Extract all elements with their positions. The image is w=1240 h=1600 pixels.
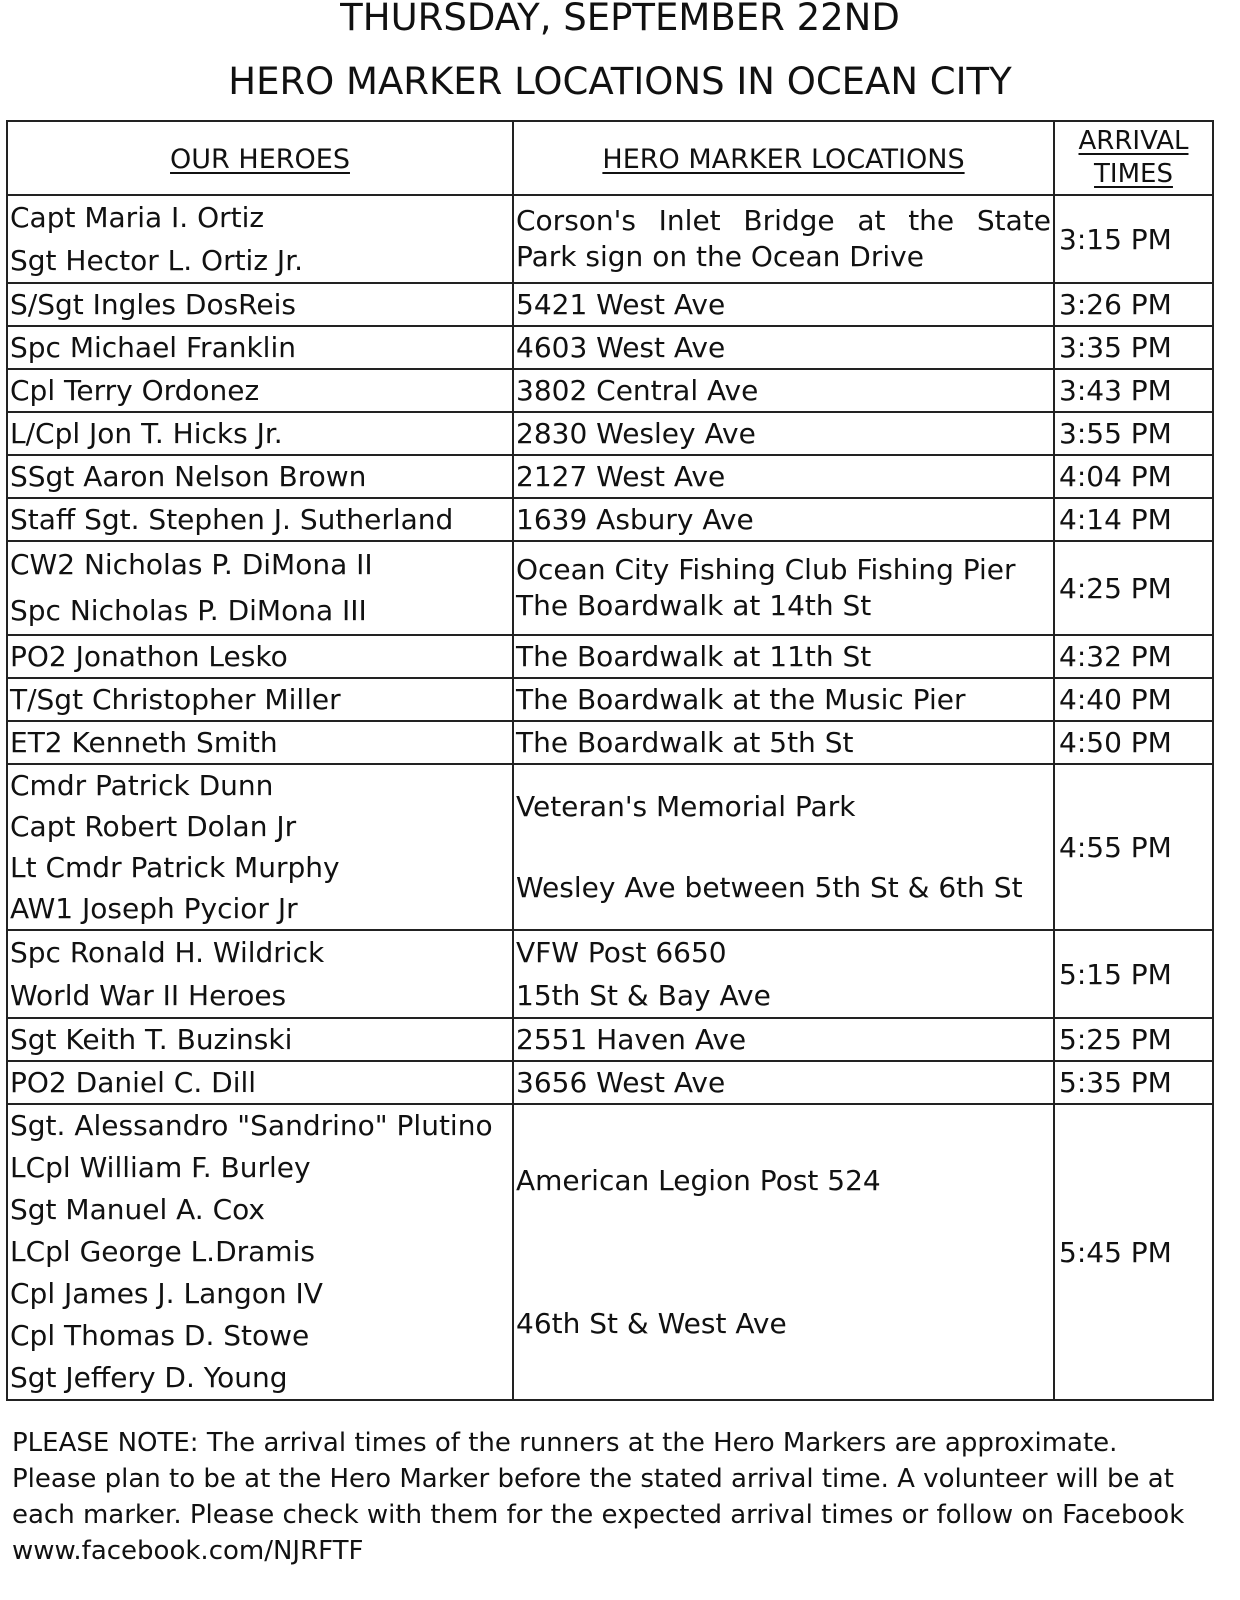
schedule-row [7,721,1213,764]
location-cell [513,326,1054,369]
arrival-time: 4:50 PM [1054,721,1213,764]
heroes-cell [7,369,513,412]
arrival-time: 5:15 PM [1054,930,1213,1018]
hero-name: Spc Michael Franklin [10,331,296,364]
header-locations: HERO MARKER LOCATIONS [513,121,1054,195]
location-text: 2127 West Ave [516,460,726,493]
location-text: Wesley Ave between 5th St & 6th St [516,871,1023,904]
heroes-cell [7,764,513,930]
header-row [7,121,1213,195]
note-line: each marker. Please check with them for the expected arrival times or follow on Facebook [12,1500,1185,1530]
location-text: 46th St & West Ave [516,1307,787,1340]
title-heading: HERO MARKER LOCATIONS IN OCEAN CITY [228,60,1012,103]
hero-name: Cmdr Patrick Dunn [10,769,274,802]
schedule-row [7,498,1213,541]
location-cell [513,764,1054,930]
hero-name: World War II Heroes [10,979,287,1012]
arrival-time: 3:15 PM [1054,195,1213,283]
hero-name: Spc Ronald H. Wildrick [10,936,325,969]
location-text: American Legion Post 524 [516,1164,881,1197]
arrival-time: 4:40 PM [1054,678,1213,721]
hero-name: Capt Robert Dolan Jr [10,810,297,843]
heroes-cell [7,721,513,764]
location-cell [513,412,1054,455]
arrival-time: 3:26 PM [1054,283,1213,326]
schedule-row [7,455,1213,498]
heroes-cell [7,412,513,455]
arrival-time: 4:32 PM [1054,635,1213,678]
schedule-row [7,1104,1213,1400]
schedule-row [7,635,1213,678]
header-heroes: OUR HEROES [7,121,513,195]
schedule-row [7,1018,1213,1061]
location-text: 3802 Central Ave [516,374,759,407]
location-text: 2551 Haven Ave [516,1023,747,1056]
schedule-row [7,369,1213,412]
hero-name: Spc Nicholas P. DiMona III [10,594,367,627]
hero-name: AW1 Joseph Pycior Jr [10,892,298,925]
hero-name: T/Sgt Christopher Miller [10,683,341,716]
hero-name: LCpl William F. Burley [10,1151,311,1184]
schedule-row [7,326,1213,369]
location-text: 2830 Wesley Ave [516,417,756,450]
heroes-cell [7,195,513,283]
hero-name: S/Sgt Ingles DosReis [10,288,296,321]
schedule-row [7,541,1213,635]
location-text: VFW Post 6650 [516,936,727,969]
location-text: 4603 West Ave [516,331,726,364]
hero-name: Sgt. Alessandro "Sandrino" Plutino [10,1109,493,1142]
location-text: 5421 West Ave [516,288,726,321]
location-text: Ocean City Fishing Club Fishing Pier [516,553,1016,586]
hero-name: Sgt Jeffery D. Young [10,1361,288,1394]
schedule-row [7,764,1213,930]
arrival-time: 3:55 PM [1054,412,1213,455]
hero-name: ET2 Kenneth Smith [10,726,278,759]
note-line: Please plan to be at the Hero Marker before the stated arrival time. A volunteer will be at [12,1464,1174,1494]
arrival-time: 4:04 PM [1054,455,1213,498]
location-text: 3656 West Ave [516,1066,726,1099]
heroes-cell [7,678,513,721]
arrival-time: 5:25 PM [1054,1018,1213,1061]
hero-name: Sgt Keith T. Buzinski [10,1023,293,1056]
arrival-time: 4:55 PM [1054,764,1213,930]
heroes-cell [7,498,513,541]
arrival-time: 5:35 PM [1054,1061,1213,1104]
location-cell [513,455,1054,498]
arrival-time: 4:14 PM [1054,498,1213,541]
schedule-row [7,283,1213,326]
hero-name: Sgt Manuel A. Cox [10,1193,265,1226]
location-cell [513,541,1054,635]
please-note [12,1425,1212,1569]
heroes-cell [7,326,513,369]
location-text: The Boardwalk at 11th St [516,640,872,673]
location-text: 15th St & Bay Ave [516,979,771,1012]
heroes-cell [7,283,513,326]
hero-name: CW2 Nicholas P. DiMona II [10,548,373,581]
arrival-time: 4:25 PM [1054,541,1213,635]
hero-name: Staff Sgt. Stephen J. Sutherland [10,503,454,536]
schedule-row [7,412,1213,455]
heroes-cell [7,455,513,498]
heroes-cell [7,635,513,678]
hero-name: Sgt Hector L. Ortiz Jr. [10,244,304,277]
hero-name: Capt Maria I. Ortiz [10,201,265,234]
schedule-table [6,120,1214,1401]
heroes-cell [7,1018,513,1061]
location-cell [513,195,1054,283]
location-text: 1639 Asbury Ave [516,503,754,536]
hero-name: Cpl Terry Ordonez [10,374,260,407]
location-cell [513,678,1054,721]
arrival-time: 3:35 PM [1054,326,1213,369]
location-text: Corson's Inlet Bridge at the State Park sign on the Ocean Drive [516,204,1051,273]
hero-name: PO2 Jonathon Lesko [10,640,288,673]
location-text: Veteran's Memorial Park [516,790,856,823]
location-cell [513,1018,1054,1061]
location-cell [513,635,1054,678]
heroes-cell [7,930,513,1018]
hero-name: Cpl Thomas D. Stowe [10,1319,310,1352]
note-line: PLEASE NOTE: The arrival times of the runners at the Hero Markers are approximate. [12,1428,1118,1458]
schedule-body [7,195,1213,1400]
schedule-row [7,678,1213,721]
location-cell [513,498,1054,541]
heroes-cell [7,1104,513,1400]
hero-name: L/Cpl Jon T. Hicks Jr. [10,417,283,450]
location-text: The Boardwalk at 5th St [516,726,854,759]
schedule-row [7,195,1213,283]
hero-name: LCpl George L.Dramis [10,1235,315,1268]
hero-name: PO2 Daniel C. Dill [10,1066,257,1099]
location-cell [513,1104,1054,1400]
heroes-cell [7,1061,513,1104]
location-cell [513,283,1054,326]
schedule-row [7,930,1213,1018]
arrival-time: 5:45 PM [1054,1104,1213,1400]
facebook-link[interactable]: www.facebook.com/NJRFTF [12,1536,364,1566]
location-cell [513,369,1054,412]
location-cell [513,930,1054,1018]
hero-name: Lt Cmdr Patrick Murphy [10,851,340,884]
location-cell [513,1061,1054,1104]
location-cell [513,721,1054,764]
hero-name: SSgt Aaron Nelson Brown [10,460,367,493]
arrival-time: 3:43 PM [1054,369,1213,412]
hero-name: Cpl James J. Langon IV [10,1277,323,1310]
location-text: The Boardwalk at the Music Pier [516,683,966,716]
header-arrival-times: ARRIVAL TIMES [1054,121,1213,195]
schedule-row [7,1061,1213,1104]
heroes-cell [7,541,513,635]
location-text: The Boardwalk at 14th St [516,589,872,622]
title-date: THURSDAY, SEPTEMBER 22ND [340,0,900,39]
